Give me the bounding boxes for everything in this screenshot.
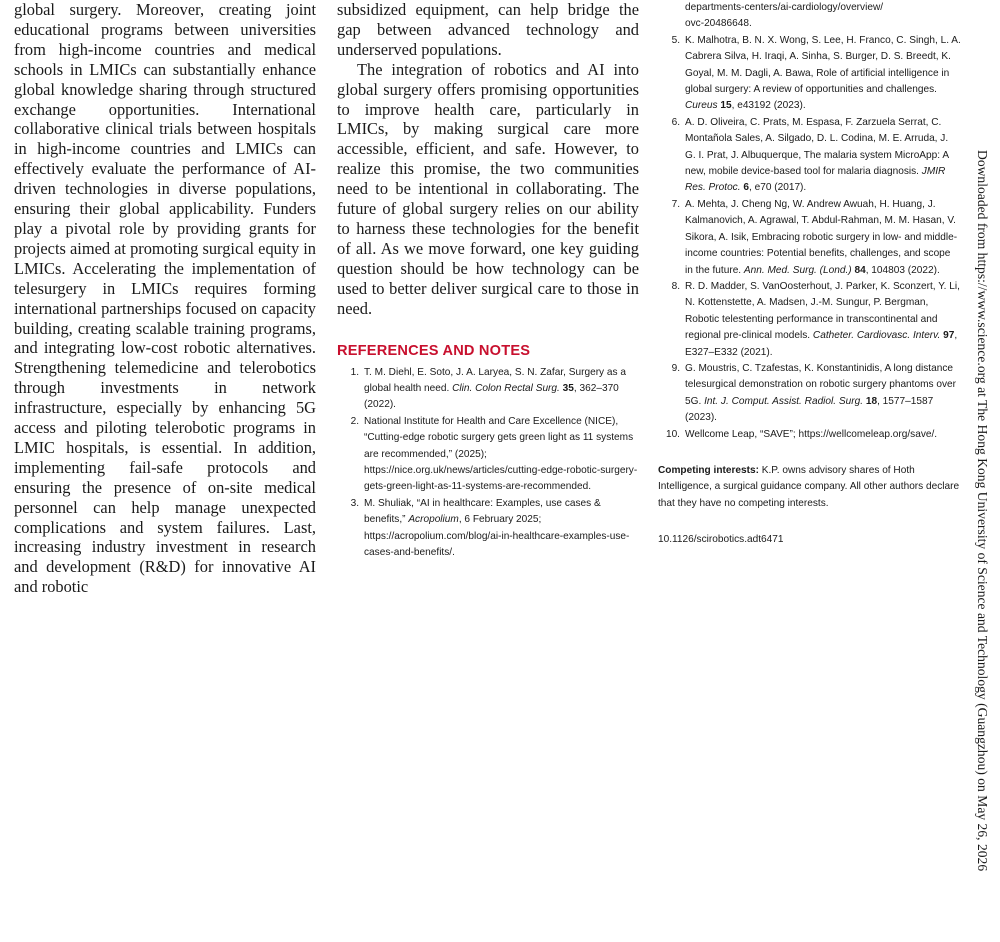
reference-item [658, 361, 961, 427]
reference-list [658, 33, 961, 443]
reference-item [658, 279, 961, 361]
reference-pages: , 6 February 2025; https://acropolium.com/blog/ai-in-healthcare-examples-use-cases-and-benefits/. [364, 514, 630, 558]
download-note: Downloaded from https://www.science.org at The Hong Kong University of Science and Technology (Guangzhou) on May 26, 2026 [975, 150, 990, 872]
reference-text [685, 115, 961, 197]
reference-pages: , 104803 (2022). [865, 264, 940, 276]
reference-number: 9. [671, 362, 680, 374]
reference-pages: , e70 (2017). [748, 182, 807, 194]
reference-number: 6. [671, 116, 680, 128]
references-heading: REFERENCES AND NOTES [337, 342, 531, 359]
reference-number: 8. [671, 280, 680, 292]
reference-number: 2. [350, 415, 359, 427]
reference-item [337, 414, 639, 496]
reference-item [337, 496, 639, 562]
body-paragraph: The integration of robotics and AI into global surgery offers promising opportunities to improve health care, particularly in LMICs, by making surgical care more accessible, efficient, and safe. However, to realize this promise, the two communities need to be intentional in collaborating. The future of global surgery relies on our ability to harness these technologies for the benefit of all. As we move forward, one key guiding question should be how technology can be used to better deliver surgical care to those in need. [337, 59, 639, 318]
competing-interests [658, 463, 961, 512]
reference-list [337, 365, 639, 562]
reference-continuation: departments-centers/ai-cardiology/overview/ [685, 2, 884, 13]
reference-body: Wellcome Leap, “SAVE”; https://wellcomeleap.org/save/. [685, 428, 938, 440]
competing-interests-text: K.P. owns advisory shares of Hoth Intelligence, a surgical guidance company. All other authors declare that they have no competing interests. [658, 464, 960, 509]
reference-journal: JMIR Res. Protoc. [685, 166, 946, 194]
reference-journal: Cureus [685, 100, 718, 112]
reference-pages: , 1577–1587 (2023). [685, 395, 934, 424]
reference-text [685, 427, 961, 443]
reference-volume: 6 [743, 182, 749, 194]
body-column-2 [337, 0, 639, 561]
reference-journal: Ann. Med. Surg. (Lond.) [743, 264, 852, 276]
reference-body: K. Malhotra, B. N. X. Wong, S. Lee, H. Franco, C. Singh, L. A. Cabrera Silva, H. Iraqi, A. Sinha, S. Burger, D. S. Breedt, K. Goyal, M. M. Dagli, A. Bawa, Role of artificial intelligence in global surgery: A review of opportunities and challenges. [685, 34, 961, 96]
reference-item [658, 197, 961, 279]
reference-text [685, 197, 961, 279]
reference-volume: 84 [854, 264, 866, 276]
reference-volume: 35 [562, 382, 574, 394]
body-column-3 [658, 0, 961, 549]
doi[interactable]: 10.1126/scirobotics.adt6471 [658, 534, 784, 546]
reference-volume: 97 [943, 330, 955, 342]
reference-pages: , e43192 (2023). [731, 100, 806, 112]
reference-body: M. Shuliak, “AI in healthcare: Examples, use cases & benefits,” [364, 497, 601, 526]
reference-pages: , E327–E332 (2021). [685, 330, 958, 358]
reference-number: 7. [671, 198, 680, 210]
reference-text [685, 361, 961, 427]
reference-journal: Catheter. Cardiovasc. Interv. [812, 330, 941, 342]
reference-number: 10. [665, 428, 680, 440]
reference-continuation: ovc-20486648. [685, 18, 752, 30]
reference-text [364, 414, 639, 496]
reference-item [337, 365, 639, 414]
reference-body: G. Moustris, C. Tzafestas, K. Konstantinidis, A long distance telesurgical demonstration on robotic surgery phantoms over 5G. [685, 362, 956, 407]
competing-interests-label: Competing interests: [658, 464, 759, 476]
body-paragraph: global surgery. Moreover, creating joint educational programs between universities from high-income countries and medical schools in LMICs can substantially enhance global knowledge sharing through structured exchange opportunities. International collaborative clinical trials between hospitals in high-income countries and LMICs can effectively evaluate the performance of AI-driven technologies in diverse populations, ensuring their global applicability. Funders play a pivotal role by providing grants for projects aimed at promoting surgical equity in LMICs. Accelerating the implementation of telesurgery in LMICs requires forming international partnerships focused on capacity building, creating scalable training programs, and integrating low-cost robotic alternatives. Strengthening telemedicine and telerobotics through investments in network infrastructure, especially by enhancing 5G access and piloting telerobotic programs in LMIC hospitals, is essential. In addition, implementing fail-safe protocols and ensuring the presence of on-site medical personnel can help manage unexpected complications and system failures. Last, increasing industry investment in research and development (R&D) for innovative AI and robotic [14, 0, 316, 597]
reference-volume: 18 [865, 395, 878, 407]
reference-number: 3. [350, 497, 359, 509]
reference-journal: Int. J. Comput. Assist. Radiol. Surg. [704, 395, 864, 407]
reference-body: T. M. Diehl, E. Soto, J. A. Laryea, S. N. Zafar, Surgery as a global health need. [364, 366, 626, 394]
body-paragraph: subsidized equipment, can help bridge the gap between advanced technology and underserved populations. [337, 0, 639, 59]
reference-text [364, 365, 639, 414]
reference-text [685, 33, 961, 115]
reference-number: 1. [350, 366, 359, 378]
reference-text [685, 279, 961, 361]
reference-item [658, 427, 961, 443]
reference-journal: Clin. Colon Rectal Surg. [452, 382, 560, 394]
reference-text [364, 496, 639, 562]
reference-body: A. Mehta, J. Cheng Ng, W. Andrew Awuah, H. Huang, J. Kalmanovich, A. Agrawal, T. Abdul-Rahman, M. M. Hasan, V. Sikora, A. Isik, Embracing robotic surgery in low- and middle-income countries: Potential benefits, challenges, and scope in the future. [685, 198, 958, 276]
reference-volume: 15 [720, 100, 732, 112]
reference-item [658, 115, 961, 197]
reference-body: R. D. Madder, S. VanOosterhout, J. Parker, K. Sconzert, Y. Li, N. Kottenstette, A. Madsen, J.-M. Sungur, P. Bergman, Robotic telestenting performance in transcontinental and regional pre-clinical models. [685, 280, 960, 342]
body-column-1 [14, 0, 316, 597]
reference-pages: , 362–370 (2022). [364, 382, 619, 411]
reference-item [658, 33, 961, 115]
reference-body: National Institute for Health and Care Excellence (NICE), “Cutting-edge robotic surgery gets green light as 11 systems are recommended,” (2025); https://nice.org.uk/news/articles/cutting-edge-robotic-surgery-gets-green-light-as-11-systems-are-recommended. [364, 415, 638, 493]
reference-number: 5. [671, 34, 680, 46]
reference-body: A. D. Oliveira, C. Prats, M. Espasa, F. Zarzuela Serrat, C. Montañola Sales, A. Silgado, D. L. Codina, M. E. Arruda, J. G. I. Prat, J. Albuquerque, The malaria system MicroApp: A new, mobile device-based tool for malaria diagnosis. [685, 116, 949, 178]
reference-journal: Acropolium [408, 514, 459, 526]
